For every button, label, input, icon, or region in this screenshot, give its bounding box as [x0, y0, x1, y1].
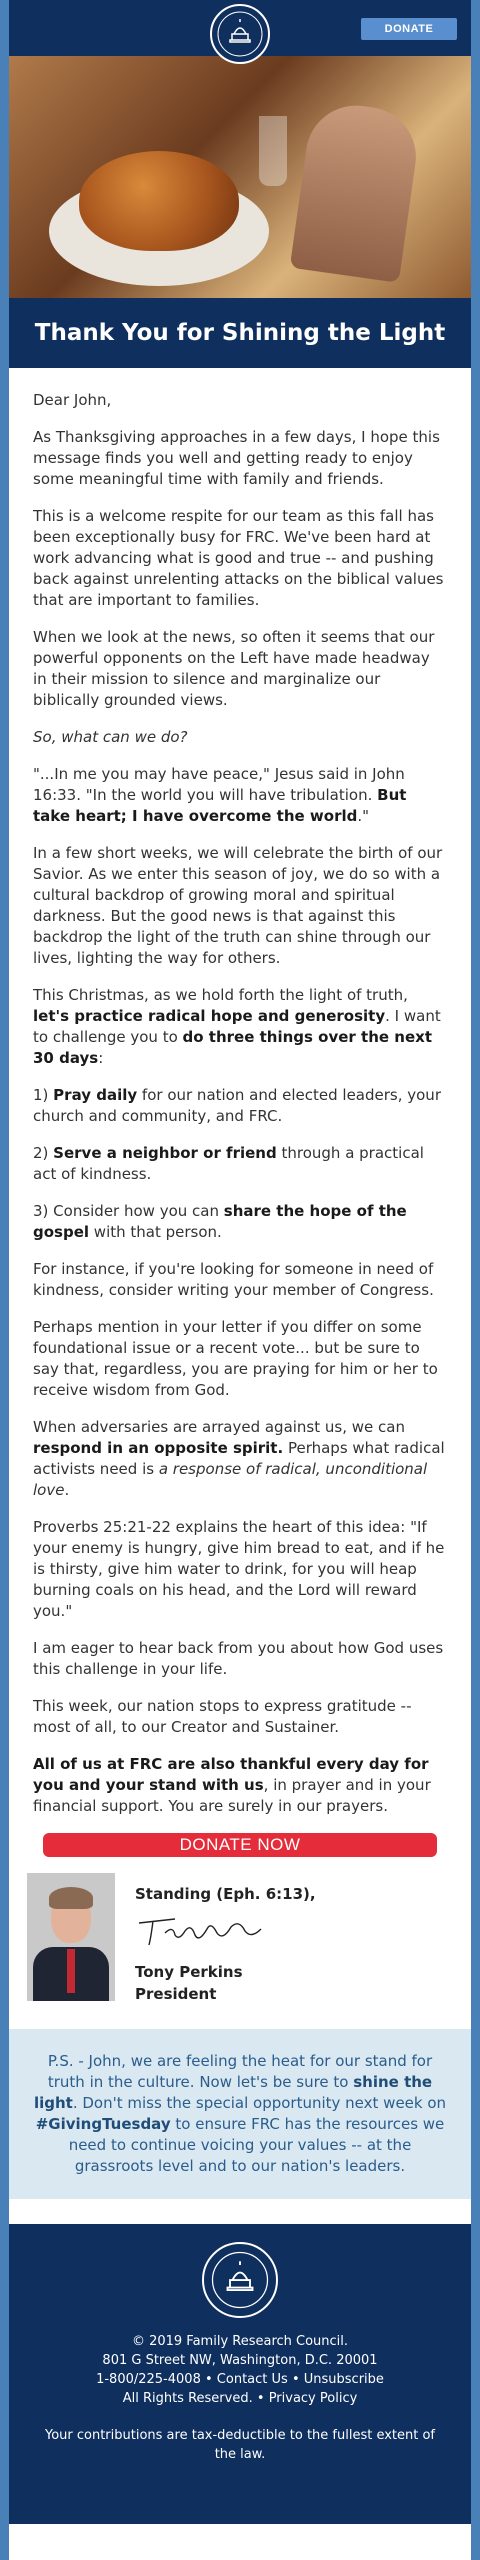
paragraph: Perhaps mention in your letter if you differ on some foundational issue or a recent vote... but be sure to say that, regardless, you are praying for him or her to receive wisdom from God. — [33, 1318, 438, 1399]
footer-links-row — [9, 2370, 471, 2389]
hero-turkey — [79, 151, 239, 251]
text: 2) — [33, 1144, 54, 1162]
donate-now-button[interactable]: DONATE NOW — [43, 1833, 437, 1857]
separator: • — [256, 2391, 265, 2406]
email-container — [9, 0, 471, 2560]
hero-image — [9, 56, 471, 298]
ps-section — [9, 2029, 471, 2199]
text: for our nation and elected leaders, your church and community, and FRC. — [33, 1086, 441, 1125]
paragraph: This week, our nation stops to express gratitude -- most of all, to our Creator and Sustainer. — [33, 1697, 412, 1736]
hero-hands — [290, 99, 423, 283]
text: . I want to challenge you to — [33, 1007, 441, 1046]
text: 1) — [33, 1086, 54, 1104]
paragraph: In a few short weeks, we will celebrate the birth of our Savior. As we enter this season of joy, we do so with a cultural backdrop of growing moral and spiritual darkness. But the good news is that against this backdrop the light of the truth can shine through our lives, lighting the way for others. — [33, 844, 443, 967]
capitol-icon — [216, 10, 264, 58]
paragraph: I am eager to hear back from you about how God uses this challenge in your life. — [33, 1639, 444, 1678]
footer-tax-note: Your contributions are tax-deductible to the fullest extent of the law. — [44, 2428, 436, 2462]
avatar — [27, 1873, 115, 2001]
greeting: Dear John, — [33, 391, 112, 409]
text: When adversaries are arrayed against us, we can — [33, 1418, 405, 1436]
text: P.S. - John, we are feeling the heat for our stand for truth in the culture. Now let's be sure to — [47, 2052, 433, 2091]
handwritten-signature-icon — [135, 1911, 265, 1951]
text: 3) Consider how you can — [33, 1202, 224, 1220]
footer-rights: All Rights Reserved. — [122, 2391, 253, 2406]
text: . Don't miss the special opportunity next week on — [72, 2094, 447, 2112]
frc-logo-footer[interactable] — [202, 2242, 278, 2318]
signature-block — [27, 1873, 471, 2003]
italic-text: a response of radical, unconditional love — [33, 1460, 428, 1499]
capitol-icon — [210, 2250, 270, 2310]
text: through a practical act of kindness. — [33, 1144, 424, 1183]
text: , in prayer and in your financial support. You are surely in our prayers. — [33, 1776, 431, 1815]
bold-text: shine the light — [33, 2073, 433, 2112]
photo-tie — [67, 1949, 75, 1993]
separator: • — [291, 2372, 300, 2387]
title-banner — [9, 298, 471, 368]
letter-body — [9, 368, 471, 1817]
footer-address: 801 G Street NW, Washington, D.C. 20001 — [102, 2353, 378, 2368]
list-item — [33, 1143, 447, 1185]
paragraph: For instance, if you're looking for someone in need of kindness, consider writing your member of Congress. — [33, 1260, 434, 1299]
signature-text — [115, 1873, 316, 2003]
photo-hair — [49, 1887, 93, 1909]
bold-text: respond in an opposite spirit. — [33, 1439, 284, 1457]
paragraph — [33, 1754, 447, 1817]
bold-text: But take heart; I have overcome the world — [33, 786, 407, 825]
signature-name: Tony Perkins — [135, 1963, 243, 1981]
footer-copyright: © 2019 Family Research Council. — [131, 2334, 349, 2349]
paragraph: This is a welcome respite for our team as this fall has been exceptionally busy for FRC. We've been hard at work advancing what is good and true -- and pushing back against unrelenting attacks on the biblical values that are important to families. — [33, 507, 444, 609]
hashtag: #GivingTuesday — [35, 2115, 171, 2133]
paragraph: When we look at the news, so often it seems that our powerful opponents on the Left have made headway in their mission to silence and marginalize our biblically grounded views. — [33, 628, 435, 709]
footer-rights-row — [9, 2389, 471, 2408]
donate-button[interactable]: DONATE — [361, 18, 457, 40]
text: ." — [357, 807, 370, 825]
text: This Christmas, as we hold forth the light of truth, — [33, 986, 408, 1004]
paragraph: Proverbs 25:21-22 explains the heart of this idea: "If your enemy is hungry, give him bread to eat, and if he is thirsty, give him water to drink, for you will heap burning coals on his head, and the Lord will reward you." — [33, 1518, 445, 1620]
bold-text: Serve a neighbor or friend — [53, 1144, 277, 1162]
privacy-policy-link[interactable]: Privacy Policy — [268, 2391, 358, 2406]
signature-role: President — [135, 1985, 217, 2003]
bold-text: All of us at FRC are also thankful every day for you and your stand with us — [33, 1755, 429, 1794]
bold-text: share the hope of the gospel — [33, 1202, 407, 1241]
signature-closing: Standing (Eph. 6:13), — [135, 1885, 316, 1903]
paragraph-italic — [33, 727, 447, 748]
text: : — [98, 1049, 104, 1067]
header-bar — [9, 0, 471, 56]
footer-phone: 1-800/225-4008 — [96, 2372, 201, 2387]
footer — [9, 2224, 471, 2524]
paragraph: As Thanksgiving approaches in a few days, I hope this message finds you well and getting ready to enjoy some meaningful time with family and friends. — [33, 428, 440, 488]
list-item — [33, 1201, 447, 1243]
contact-us-link[interactable]: Contact Us — [216, 2372, 288, 2387]
paragraph — [33, 764, 447, 827]
list-item — [33, 1085, 447, 1127]
unsubscribe-link[interactable]: Unsubscribe — [303, 2372, 384, 2387]
text: "...In me you may have peace," Jesus said in John 16:33. "In the world you will have tribulation. — [33, 765, 405, 804]
bold-text: do three things over the next 30 days — [33, 1028, 432, 1067]
separator: • — [204, 2372, 213, 2387]
text: to ensure FRC has the resources we need to continue voicing your values -- at the grassroots level and to our nation's leaders. — [68, 2115, 445, 2175]
paragraph — [33, 985, 447, 1069]
bold-text: Pray daily — [53, 1086, 138, 1104]
hero-glass — [259, 116, 287, 186]
paragraph — [33, 1417, 447, 1501]
text: . — [64, 1481, 70, 1499]
text: with that person. — [89, 1223, 222, 1241]
bold-text: let's practice radical hope and generosity — [33, 1007, 386, 1025]
frc-logo[interactable] — [210, 4, 270, 64]
page-title: Thank You for Shining the Light — [34, 320, 446, 346]
text: Perhaps what radical activists need is — [33, 1439, 445, 1478]
italic-question: So, what can we do? — [33, 728, 188, 746]
